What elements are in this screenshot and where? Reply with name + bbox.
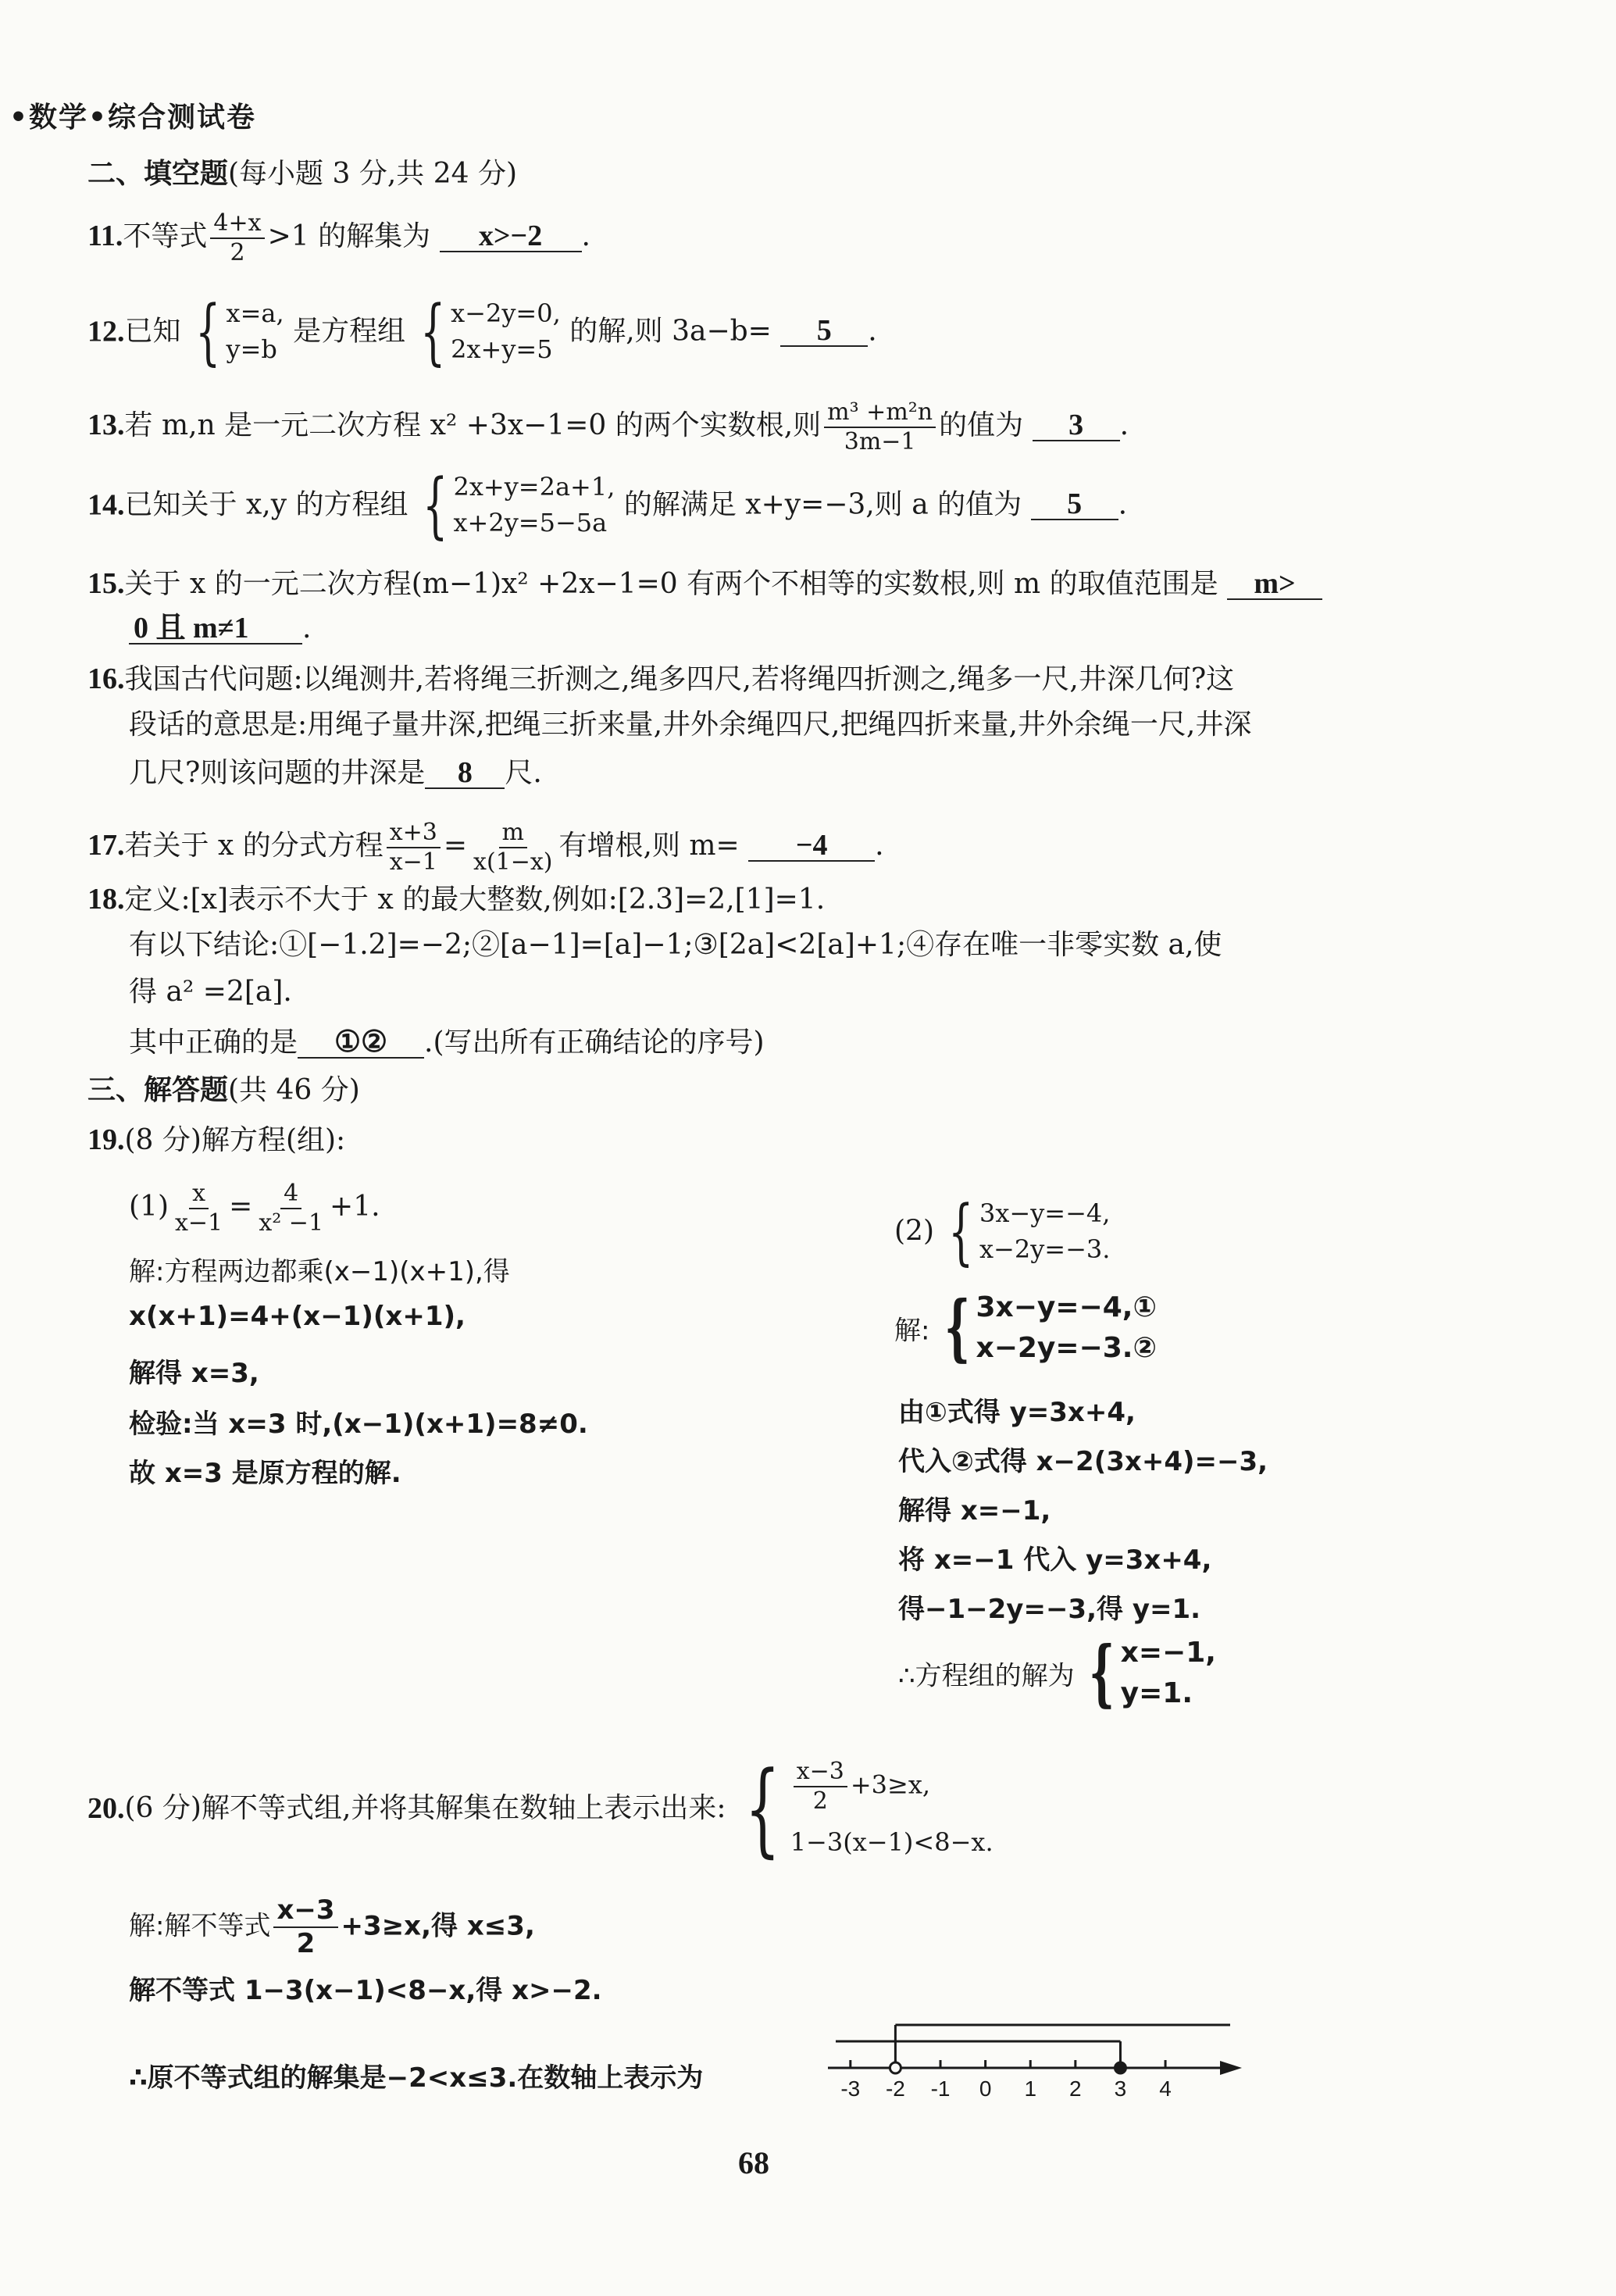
- question-16-line2: 段话的意思是:用绳子量井深,把绳三折来量,井外余绳四尺,把绳四折来量,井外余绳一尺,井深: [129, 709, 1252, 741]
- answer-blank: 3: [1033, 410, 1120, 441]
- q19-p2-sol-line4: 将 x=−1 代入 y=3x+4,: [898, 1544, 1212, 1576]
- tick-label: 0: [979, 2076, 992, 2098]
- closed-dot: [1115, 2062, 1125, 2073]
- page-number: 68: [738, 2145, 769, 2180]
- section-title-solve: 三、解答题(共 46 分): [87, 1074, 360, 1106]
- question-11: 11.不等式 $\frac{4+x}{2}$ >1 的解集为 x>−2 .: [87, 209, 590, 266]
- question-14: 14.已知关于 x,y 的方程组 { 2x+y=2a+1, x+2y=5−5a 的解满足 x+y=−3,则 a 的值为 5 .: [87, 462, 1128, 547]
- q19-p2-final: ∴方程组的解为 { x=−1, y=1.: [898, 1630, 1216, 1716]
- question-18-line4: 其中正确的是 ①② .(写出所有正确结论的序号): [129, 1026, 765, 1059]
- q20-sol-line2: 解不等式 1−3(x−1)<8−x,得 x>−2.: [129, 1975, 602, 2006]
- q19-p2-sol-line2: 代入②式得 x−2(3x+4)=−3,: [898, 1446, 1268, 1477]
- tick-label: -2: [885, 2076, 905, 2098]
- question-15-cont: 0 且 m≠1 .: [129, 613, 311, 645]
- answer-blank: −4: [748, 830, 875, 862]
- answer-blank: 5: [780, 316, 868, 347]
- q19-p1-sol-line3: 解得 x=3,: [129, 1358, 259, 1389]
- q19-p2-sol-line5: 得−1−2y=−3,得 y=1.: [898, 1594, 1201, 1625]
- answer-blank-part1: m>: [1227, 569, 1322, 600]
- tick-label: -1: [930, 2076, 951, 2098]
- q20-sol-line1: 解:解不等式 $\frac{x-3}{2}$ +3≥x,得 x≤3,: [129, 1894, 535, 1959]
- open-dot: [890, 2062, 901, 2073]
- axis-arrow: [1220, 2061, 1242, 2075]
- question-16-line3: 几尺?则该问题的井深是 8 尺.: [129, 756, 542, 789]
- question-17: 17.若关于 x 的分式方程 $\frac{x+3}{x-1}$ = $\frac{m}{x(1-x)}$ 有增根,则 m= −4 .: [87, 819, 884, 876]
- q19-p2-sol-system: 解: { 3x−y=−4,① x−2y=−3.②: [894, 1285, 1157, 1370]
- answer-blank-part2: 0 且 m≠1: [129, 613, 302, 645]
- question-13: 13.若 m,n 是一元二次方程 x² +3x−1=0 的两个实数根,则 $\frac{\text{m³ +m²n}}{3m-1}$ 的值为 3 .: [87, 398, 1129, 455]
- answer-blank: x>−2: [440, 221, 582, 252]
- question-19: 19.(8 分)解方程(组):: [87, 1123, 346, 1156]
- question-15: 15.关于 x 的一元二次方程(m−1)x² +2x−1=0 有两个不相等的实数根,则 m 的取值范围是 m>: [87, 569, 1322, 600]
- question-19-part2: (2) { 3x−y=−4, x−2y=−3.: [894, 1189, 1111, 1273]
- tick-label: -3: [840, 2076, 861, 2098]
- tick-label: 3: [1114, 2076, 1127, 2098]
- section-title-fill-blank: 二、填空题(每小题 3 分,共 24 分): [87, 158, 518, 190]
- q19-p1-sol-line2: x(x+1)=4+(x−1)(x+1),: [129, 1301, 466, 1332]
- q19-p1-sol-line4: 检验:当 x=3 时,(x−1)(x+1)=8≠0.: [129, 1409, 588, 1440]
- answer-blank: 5: [1031, 489, 1118, 520]
- answer-blank: 8: [425, 758, 505, 789]
- q19-p1-sol-line5: 故 x=3 是原方程的解.: [129, 1458, 401, 1489]
- question-19-part1: (1) $\frac{x}{x-1}$ = $\frac{4}{\text{x² −1}}$ +1.: [129, 1180, 380, 1237]
- q19-p2-sol-line1: 由①式得 y=3x+4,: [898, 1397, 1136, 1428]
- answer-blank: ①②: [298, 1027, 424, 1059]
- question-18-line2: 有以下结论:①[−1.2]=−2;②[a−1]=[a]−1;③[2a]<2[a]+1;④存在唯一非零实数 a,使: [129, 929, 1222, 961]
- question-18-line3: 得 a² =2[a].: [129, 976, 292, 1008]
- q19-p2-sol-line3: 解得 x=−1,: [898, 1495, 1051, 1527]
- number-line: [820, 1996, 1257, 2098]
- q19-p1-sol-line1: 解:方程两边都乘(x−1)(x+1),得: [129, 1256, 510, 1287]
- question-20: 20.(6 分)解不等式组,并将其解集在数轴上表示出来: { $\frac{x-3}{2}$ +3≥x, 1−3(x−1)<8−x.: [87, 1748, 994, 1868]
- header-title: •数学•综合测试卷: [9, 102, 257, 134]
- tick-label: 4: [1159, 2076, 1172, 2098]
- question-12: 12.已知 { x=a, y=b 是方程组 { x−2y=0, 2x+y=5 的解,则 3a−b= 5 .: [87, 289, 877, 373]
- question-16: 16.我国古代问题:以绳测井,若将绳三折测之,绳多四尺,若将绳四折测之,绳多一尺,井深几何?这: [87, 662, 1235, 695]
- tick-label: 2: [1069, 2076, 1082, 2098]
- question-18: 18.定义:[x]表示不大于 x 的最大整数,例如:[2.3]=2,[1]=1.: [87, 883, 826, 916]
- q20-sol-line3: ∴原不等式组的解集是−2<x≤3.在数轴上表示为: [129, 2062, 704, 2094]
- tick-label: 1: [1024, 2076, 1037, 2098]
